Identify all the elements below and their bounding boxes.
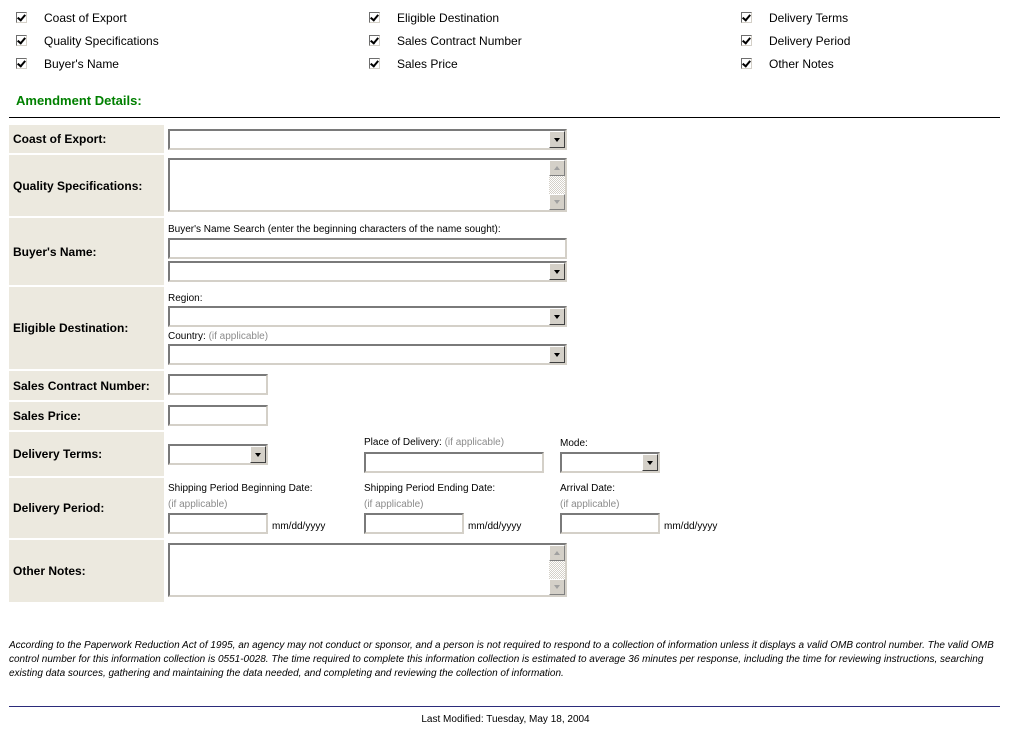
paperwork-notice: According to the Paperwork Reduction Act of 1995, an agency may not conduct or sponsor, and a person is not required to respond to a collection of information unless it displays a valid OMB control number. The valid OMB control number for this information collection is 0551-0028. The time required to complete this information collection is estimated to average 36 minutes per response, including the time for reviewing instructions, searching existing data sources, gathering and maintaining the data needed, and completing and reviewing the collection of information.	[9, 640, 994, 679]
arrival-date-format: mm/dd/yyyy	[664, 521, 718, 532]
buyers-name-search-input[interactable]	[168, 238, 567, 259]
begin-date-label: Shipping Period Beginning Date:	[168, 483, 313, 494]
field-label: Quality Specifications:	[9, 155, 164, 216]
other-notes-textarea[interactable]	[168, 543, 567, 597]
place-of-delivery-input[interactable]	[364, 452, 544, 473]
place-hint: (if applicable)	[444, 437, 505, 448]
end-date-label: Shipping Period Ending Date:	[364, 483, 496, 494]
place-of-delivery-label	[364, 437, 504, 448]
footer-divider	[9, 706, 1000, 707]
checkbox-checked-icon[interactable]	[741, 58, 752, 69]
region-label: Region:	[168, 293, 203, 304]
checkbox-checked-icon[interactable]	[369, 35, 380, 46]
scroll-down-icon[interactable]	[549, 194, 565, 210]
field-label: Buyer's Name:	[9, 218, 164, 285]
country-select[interactable]	[168, 344, 567, 365]
section-title: Amendment Details:	[16, 93, 142, 108]
checkbox-checked-icon[interactable]	[741, 12, 752, 23]
region-select[interactable]	[168, 306, 567, 327]
mode-select[interactable]	[560, 452, 660, 473]
delivery-terms-select[interactable]	[168, 444, 268, 465]
checkbox-checked-icon[interactable]	[369, 12, 380, 23]
checkbox-label: Sales Contract Number	[397, 34, 522, 48]
checkbox-checked-icon[interactable]	[16, 58, 27, 69]
scroll-down-icon[interactable]	[549, 579, 565, 595]
buyers-name-search-label: Buyer's Name Search (enter the beginning characters of the name sought):	[168, 224, 501, 235]
chevron-down-icon[interactable]	[549, 308, 565, 325]
divider	[9, 117, 1000, 118]
field-label: Delivery Terms:	[9, 432, 164, 476]
mode-label: Mode:	[560, 438, 588, 449]
country-label	[168, 331, 268, 342]
checkbox-checked-icon[interactable]	[741, 35, 752, 46]
checkbox-label: Buyer's Name	[44, 57, 119, 71]
field-label: Other Notes:	[9, 540, 164, 602]
checkbox-label: Quality Specifications	[44, 34, 159, 48]
arrival-date-label: Arrival Date:	[560, 483, 616, 494]
field-label: Coast of Export:	[9, 125, 164, 153]
chevron-down-icon[interactable]	[642, 454, 658, 471]
sales-contract-number-input[interactable]	[168, 374, 268, 395]
end-date-hint: (if applicable)	[364, 499, 424, 510]
scrollbar[interactable]	[549, 545, 565, 595]
arrival-date-input[interactable]	[560, 513, 660, 534]
checkbox-label: Coast of Export	[44, 11, 127, 25]
checkbox-label: Sales Price	[397, 57, 458, 71]
scroll-up-icon[interactable]	[549, 545, 565, 561]
field-label: Sales Contract Number:	[9, 371, 164, 400]
chevron-down-icon[interactable]	[549, 131, 565, 148]
quality-specifications-textarea[interactable]	[168, 158, 567, 212]
coast-of-export-select[interactable]	[168, 129, 567, 150]
checkbox-label: Delivery Terms	[769, 11, 849, 25]
field-label: Delivery Period:	[9, 478, 164, 538]
scrollbar[interactable]	[549, 160, 565, 210]
checkbox-checked-icon[interactable]	[16, 12, 27, 23]
country-label-text: Country:	[168, 331, 206, 342]
place-label-text: Place of Delivery:	[364, 437, 442, 448]
checkbox-label: Delivery Period	[769, 34, 851, 48]
chevron-down-icon[interactable]	[549, 346, 565, 363]
checkbox-label: Other Notes	[769, 57, 834, 71]
field-label: Sales Price:	[9, 402, 164, 430]
end-date-input[interactable]	[364, 513, 464, 534]
begin-date-format: mm/dd/yyyy	[272, 521, 326, 532]
scroll-up-icon[interactable]	[549, 160, 565, 176]
checkbox-checked-icon[interactable]	[369, 58, 380, 69]
last-modified: Last Modified: Tuesday, May 18, 2004	[421, 714, 590, 725]
country-hint: (if applicable)	[208, 331, 269, 342]
sales-price-input[interactable]	[168, 405, 268, 426]
chevron-down-icon[interactable]	[250, 446, 266, 463]
checkbox-checked-icon[interactable]	[16, 35, 27, 46]
arrival-date-hint: (if applicable)	[560, 499, 620, 510]
buyers-name-select[interactable]	[168, 261, 567, 282]
checkbox-label: Eligible Destination	[397, 11, 500, 25]
field-label: Eligible Destination:	[9, 287, 164, 369]
end-date-format: mm/dd/yyyy	[468, 521, 522, 532]
begin-date-input[interactable]	[168, 513, 268, 534]
chevron-down-icon[interactable]	[549, 263, 565, 280]
begin-date-hint: (if applicable)	[168, 499, 228, 510]
